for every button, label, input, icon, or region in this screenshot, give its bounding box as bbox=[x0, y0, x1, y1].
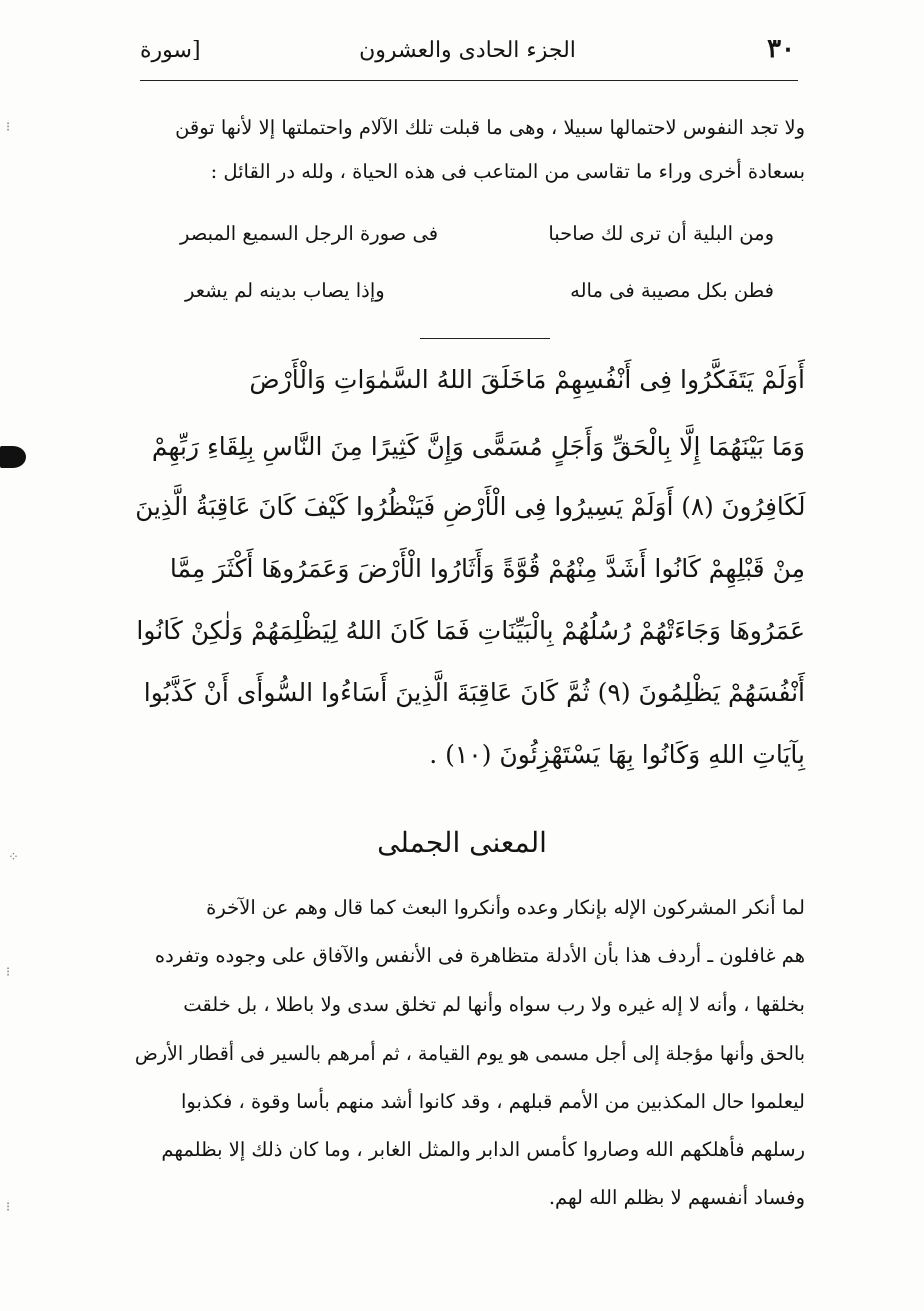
margin-speck: ⁘ bbox=[8, 850, 19, 865]
meaning-line: بالحق وأنها مؤجلة إلى أجل مسمى هو يوم القيامة ، ثم أمرهم بالسير فى أقطار الأرض bbox=[134, 1042, 805, 1065]
intro-paragraph bbox=[135, 110, 805, 190]
page-header bbox=[140, 30, 795, 80]
meaning-line: بخلقها ، وأنه لا إله غيره ولا رب سواه وأنها لم تخلق سدى ولا باطلا ، بل خلقت bbox=[183, 993, 805, 1016]
page-number: ٣٠ bbox=[767, 34, 795, 64]
meaning-line: رسلهم فأهلكهم الله وصاروا كأمس الدابر والمثل الغابر ، وما كان ذلك إلا بظلمهم bbox=[161, 1138, 805, 1161]
verse-hemistich: فطن بكل مصيبة فى ماله bbox=[570, 279, 774, 302]
quran-passage bbox=[135, 360, 805, 800]
header-rule bbox=[140, 80, 798, 81]
quran-line: أَوَلَمْ يَتَفَكَّرُوا فِى أَنْفُسِهِمْ مَاخَلَقَ اللهُ السَّمٰوَاتِ وَالْأَرْضَ bbox=[249, 365, 805, 394]
running-title: الجزء الحادى والعشرون bbox=[359, 38, 576, 63]
section-heading: المعنى الجملى bbox=[377, 826, 547, 859]
intro-line: ولا تجد النفوس لاحتمالها سبيلا ، وهى ما قبلت تلك الآلام واحتملتها إلا لأنها توقن bbox=[175, 116, 805, 139]
quran-line: بِآيَاتِ اللهِ وَكَانُوا بِهَا يَسْتَهْزِئُونَ (١٠) . bbox=[429, 740, 805, 769]
quran-line: أَنْفُسَهُمْ يَظْلِمُونَ (٩) ثُمَّ كَانَ عَاقِبَةَ الَّذِينَ أَسَاءُوا السُّوأَى أَنْ كَذَّبُوا bbox=[143, 678, 805, 707]
verse-hemistich: وإذا يصاب بدينه لم يشعر bbox=[185, 279, 385, 302]
meaning-paragraph bbox=[135, 890, 805, 1230]
margin-speck: ⁝ bbox=[6, 120, 11, 135]
meaning-line: وفساد أنفسهم لا بظلم الله لهم. bbox=[548, 1186, 805, 1209]
quran-line: عَمَرُوهَا وَجَاءَتْهُمْ رُسُلُهُمْ بِالْبَيِّنَاتِ فَمَا كَانَ اللهُ لِيَظْلِمَهُمْ وَلٰكِنْ كَانُوا bbox=[136, 616, 805, 645]
quran-line: مِنْ قَبْلِهِمْ كَانُوا أَشَدَّ مِنْهُمْ قُوَّةً وَأَثَارُوا الْأَرْضَ وَعَمَرُوهَا أَكْثَرَ مِمَّا bbox=[169, 554, 805, 583]
scan-blot bbox=[0, 446, 26, 468]
meaning-line: ليعلموا حال المكذبين من الأمم قبلهم ، وقد كانوا أشد منهم بأسا وقوة ، فكذبوا bbox=[181, 1090, 805, 1113]
quran-line: لَكَافِرُونَ (٨) أَوَلَمْ يَسِيرُوا فِى الْأَرْضِ فَيَنْظُرُوا كَيْفَ كَانَ عَاقِبَةُ الَّذِينَ bbox=[134, 492, 805, 521]
quran-line: وَمَا بَيْنَهُمَا إِلَّا بِالْحَقِّ وَأَجَلٍ مُسَمًّى وَإِنَّ كَثِيرًا مِنَ النَّاسِ بِلِقَاءِ رَبِّهِمْ bbox=[151, 432, 805, 461]
intro-line: بسعادة أخرى وراء ما تقاسى من المتاعب فى هذه الحياة ، ولله در القائل : bbox=[210, 160, 805, 183]
meaning-line: لما أنكر المشركون الإله بإنكار وعده وأنكروا البعث كما قال وهم عن الآخرة bbox=[206, 896, 805, 919]
surah-label: [سورة bbox=[140, 38, 201, 63]
verse-hemistich: ومن البلية أن ترى لك صاحبا bbox=[548, 222, 774, 245]
meaning-line: هم غافلون ـ أردف هذا بأن الأدلة متظاهرة فى الأنفس والآفاق على وجوده وتفرده bbox=[154, 944, 805, 967]
margin-speck: ⁝ bbox=[6, 965, 11, 980]
margin-speck: ⁝ bbox=[6, 1200, 11, 1215]
verse-hemistich: فى صورة الرجل السميع المبصر bbox=[180, 222, 439, 245]
section-divider bbox=[420, 338, 550, 339]
